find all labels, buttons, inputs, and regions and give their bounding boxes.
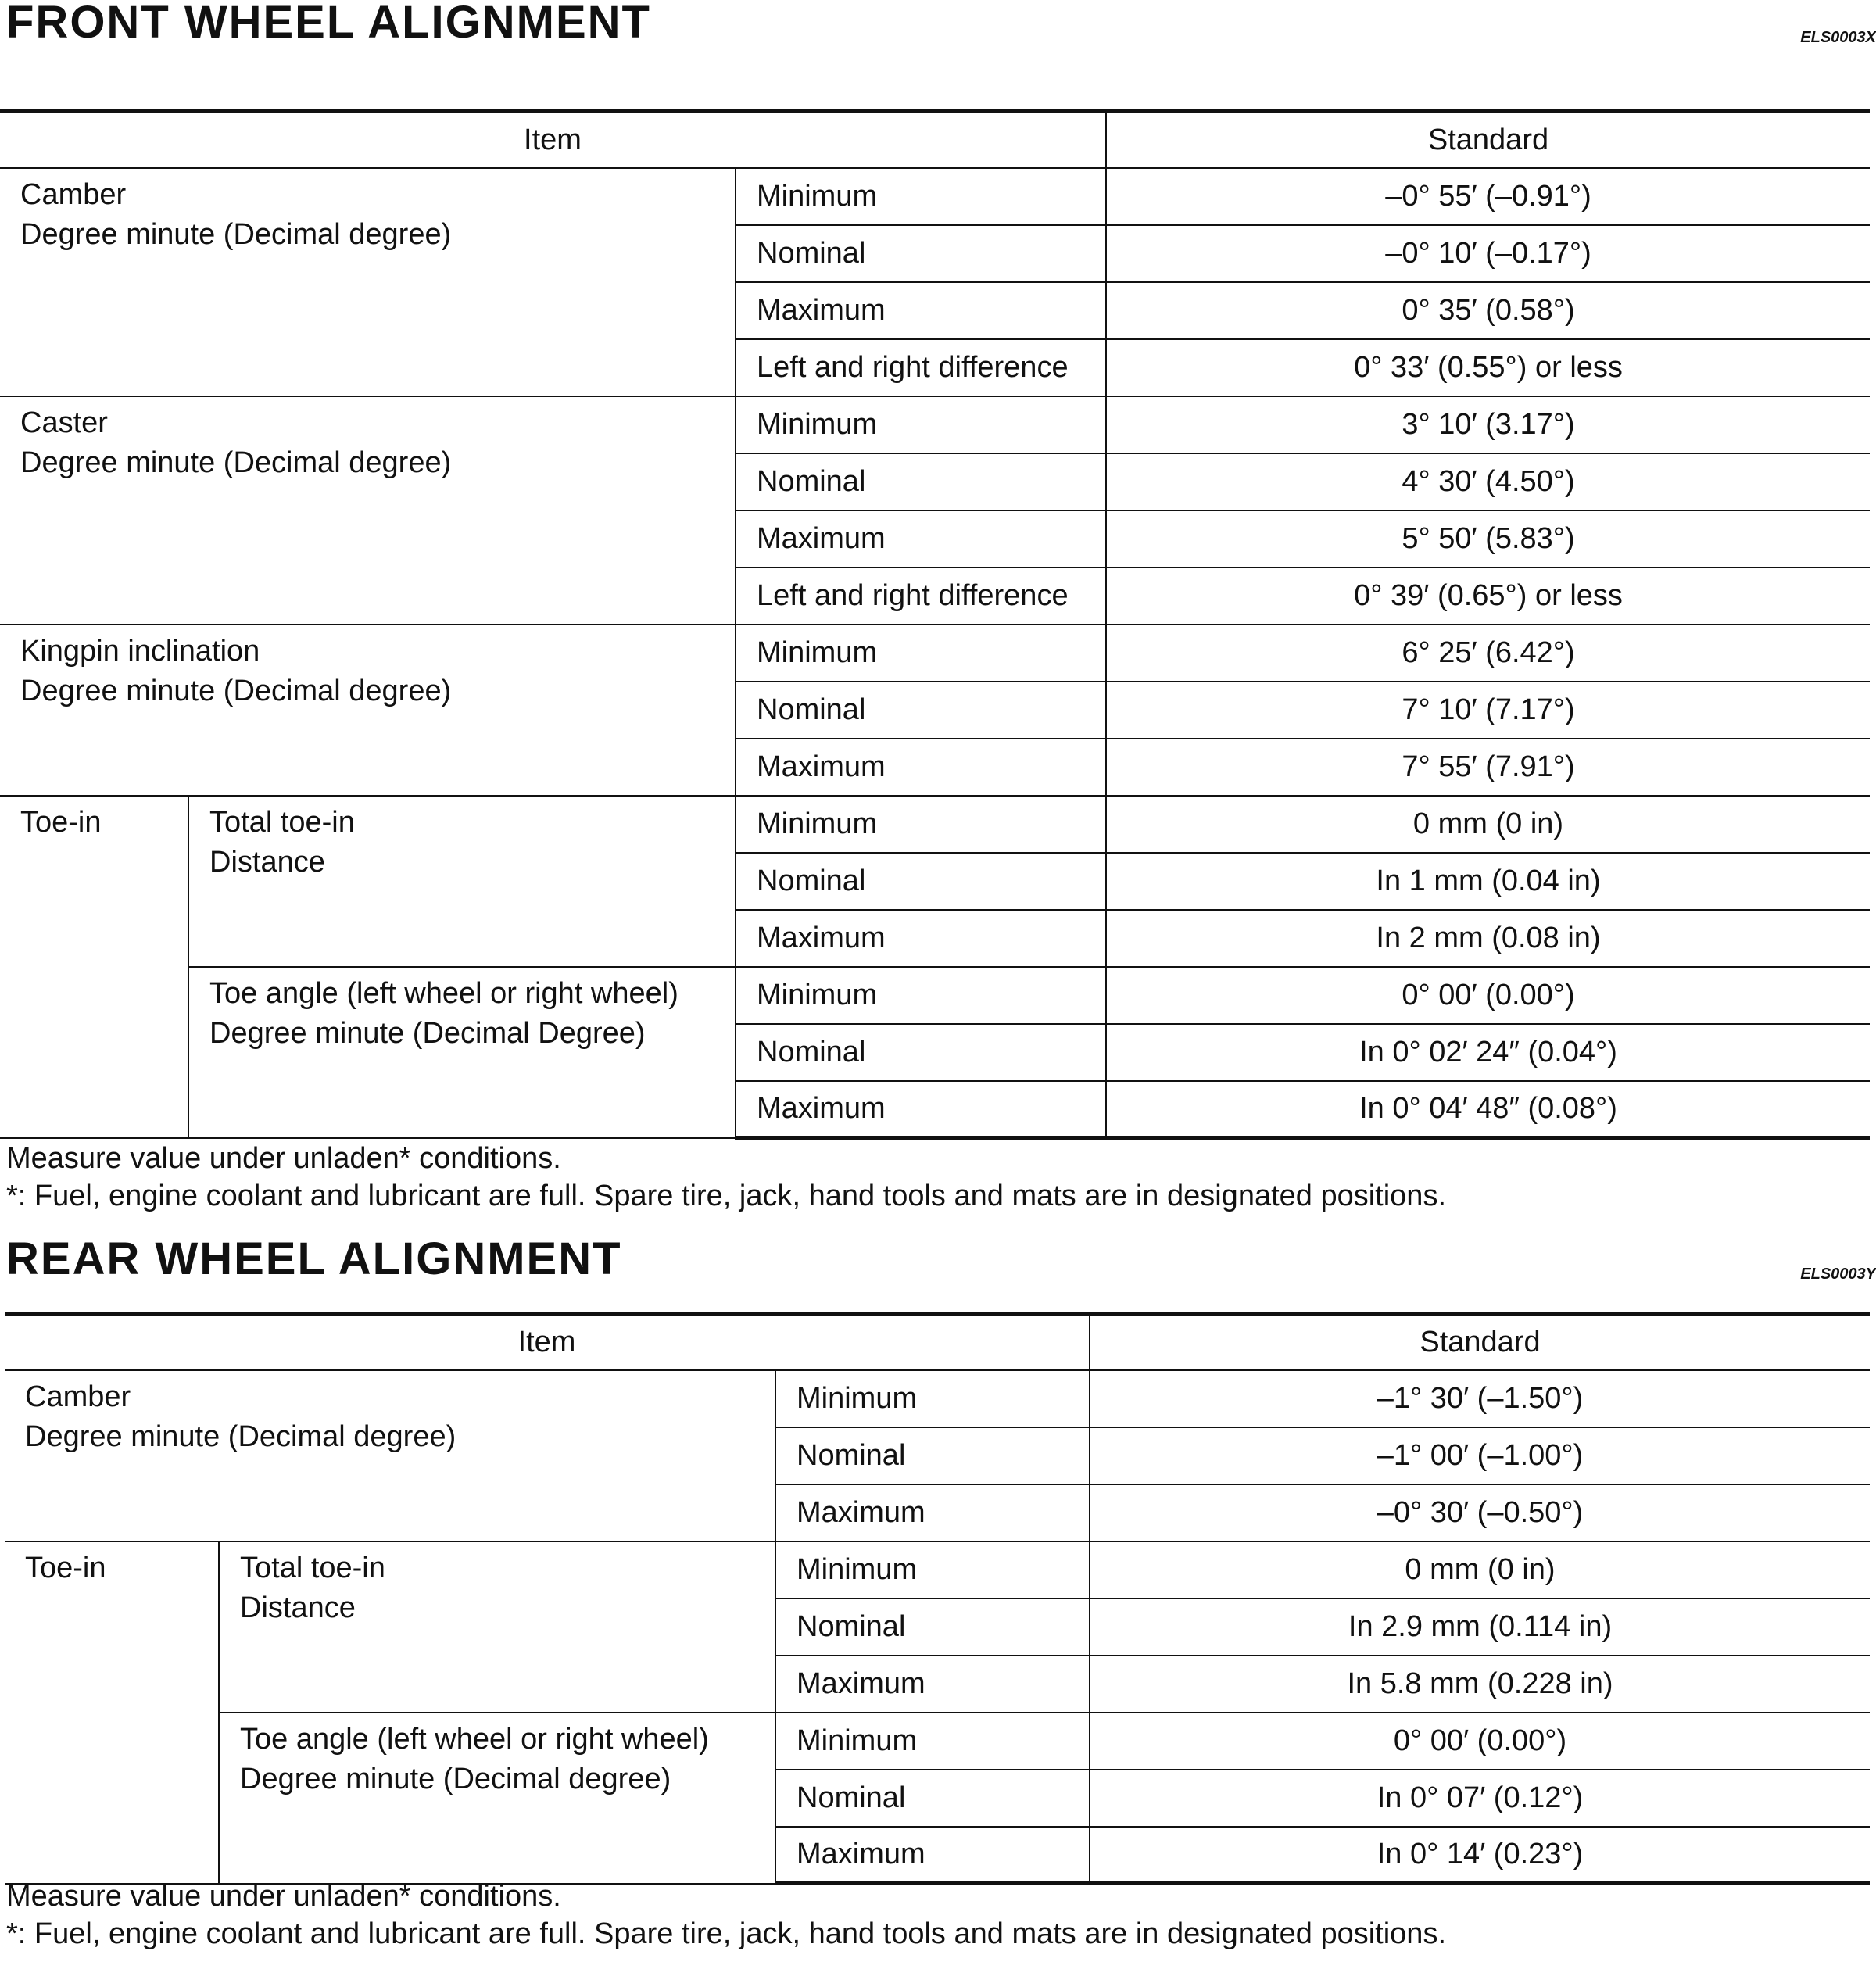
header-item: Item [5,1314,1090,1370]
group-sublabel: Degree minute (Decimal degree) [25,1419,456,1453]
row-label: Nominal [736,853,1106,910]
group-sublabel: Degree minute (Decimal degree) [240,1762,671,1795]
row-value: 6° 25′ (6.42°) [1106,625,1870,682]
row-label: Nominal [775,1770,1090,1827]
row-value: 0 mm (0 in) [1090,1541,1870,1598]
group-sublabel: Distance [209,845,325,879]
group-sublabel: Degree minute (Decimal Degree) [209,1016,646,1050]
table-row [0,625,1870,682]
camber-group-label [0,168,736,396]
row-value: In 0° 14′ (0.23°) [1090,1827,1870,1884]
row-value: 5° 50′ (5.83°) [1106,510,1870,567]
total-toein-label [188,796,736,967]
rear-alignment-table [5,1312,1870,1885]
rear-section-title: REAR WHEEL ALIGNMENT [6,1233,622,1284]
table-header-row [0,112,1870,168]
caster-group-label [0,396,736,625]
toe-angle-label [219,1713,775,1884]
row-label: Maximum [775,1656,1090,1713]
row-value: –0° 55′ (–0.91°) [1106,168,1870,225]
row-value: 0° 35′ (0.58°) [1106,282,1870,339]
row-value: –0° 30′ (–0.50°) [1090,1484,1870,1541]
front-alignment-table [0,109,1870,1140]
row-label: Minimum [775,1541,1090,1598]
row-label: Maximum [775,1484,1090,1541]
total-toein-label [219,1541,775,1713]
table-row [5,1370,1870,1427]
row-value: In 5.8 mm (0.228 in) [1090,1656,1870,1713]
kingpin-group-label [0,625,736,796]
row-label: Minimum [775,1370,1090,1427]
row-label: Maximum [736,282,1106,339]
group-label: Caster [20,406,108,439]
row-label: Nominal [736,682,1106,739]
table-row [5,1713,1870,1770]
note-line: Measure value under unladen* conditions. [6,1880,561,1913]
row-label: Left and right difference [736,567,1106,625]
rear-section-code: ELS0003Y [1800,1266,1876,1283]
toein-group-label: Toe-in [5,1541,219,1884]
row-label: Minimum [736,396,1106,453]
toe-angle-label [188,967,736,1138]
row-value: In 0° 07′ (0.12°) [1090,1770,1870,1827]
row-value: –1° 00′ (–1.00°) [1090,1427,1870,1484]
row-label: Maximum [736,510,1106,567]
row-label: Maximum [736,739,1106,796]
header-standard: Standard [1090,1314,1870,1370]
row-value: –0° 10′ (–0.17°) [1106,225,1870,282]
group-label: Total toe-in [240,1551,385,1584]
table-row [0,396,1870,453]
row-value: 3° 10′ (3.17°) [1106,396,1870,453]
group-label: Total toe-in [209,805,355,839]
row-label: Maximum [775,1827,1090,1884]
group-sublabel: Degree minute (Decimal degree) [20,217,452,251]
toein-group-label: Toe-in [0,796,188,1138]
row-label: Nominal [736,1024,1106,1081]
row-label: Minimum [736,168,1106,225]
row-label: Nominal [775,1427,1090,1484]
front-section-title: FRONT WHEEL ALIGNMENT [6,0,651,48]
row-value: In 0° 02′ 24″ (0.04°) [1106,1024,1870,1081]
row-value: In 1 mm (0.04 in) [1106,853,1870,910]
row-value: 0° 00′ (0.00°) [1090,1713,1870,1770]
note-line: Measure value under unladen* conditions. [6,1142,561,1175]
row-label: Minimum [775,1713,1090,1770]
group-label: Kingpin inclination [20,634,260,668]
group-label: Camber [25,1380,131,1413]
row-value: 7° 10′ (7.17°) [1106,682,1870,739]
row-value: In 2 mm (0.08 in) [1106,910,1870,967]
group-sublabel: Degree minute (Decimal degree) [20,674,452,707]
header-item: Item [0,112,1106,168]
row-label: Maximum [736,910,1106,967]
front-section-code: ELS0003X [1800,29,1876,46]
row-value: –1° 30′ (–1.50°) [1090,1370,1870,1427]
table-header-row [5,1314,1870,1370]
row-value: 0° 33′ (0.55°) or less [1106,339,1870,396]
row-value: 0° 00′ (0.00°) [1106,967,1870,1024]
table-row [0,967,1870,1024]
row-value: In 0° 04′ 48″ (0.08°) [1106,1081,1870,1138]
note-line: *: Fuel, engine coolant and lubricant are full. Spare tire, jack, hand tools and mats are in designated positions. [6,1917,1446,1950]
row-label: Nominal [736,225,1106,282]
rear-notes [6,1878,1446,1953]
group-label: Toe angle (left wheel or right wheel) [209,976,678,1010]
table-row [0,796,1870,853]
group-label: Toe angle (left wheel or right wheel) [240,1722,709,1756]
table-row [5,1541,1870,1598]
row-label: Nominal [775,1598,1090,1656]
row-label: Minimum [736,796,1106,853]
row-value: 0 mm (0 in) [1106,796,1870,853]
row-label: Maximum [736,1081,1106,1138]
note-line: *: Fuel, engine coolant and lubricant are full. Spare tire, jack, hand tools and mats are in designated positions. [6,1180,1446,1212]
row-label: Minimum [736,967,1106,1024]
row-value: 7° 55′ (7.91°) [1106,739,1870,796]
front-notes [6,1140,1446,1215]
row-value: In 2.9 mm (0.114 in) [1090,1598,1870,1656]
row-label: Minimum [736,625,1106,682]
row-value: 4° 30′ (4.50°) [1106,453,1870,510]
row-value: 0° 39′ (0.65°) or less [1106,567,1870,625]
row-label: Nominal [736,453,1106,510]
group-sublabel: Degree minute (Decimal degree) [20,446,452,479]
row-label: Left and right difference [736,339,1106,396]
group-label: Camber [20,177,127,211]
table-row [0,168,1870,225]
header-standard: Standard [1106,112,1870,168]
group-sublabel: Distance [240,1591,356,1624]
camber-group-label [5,1370,775,1541]
